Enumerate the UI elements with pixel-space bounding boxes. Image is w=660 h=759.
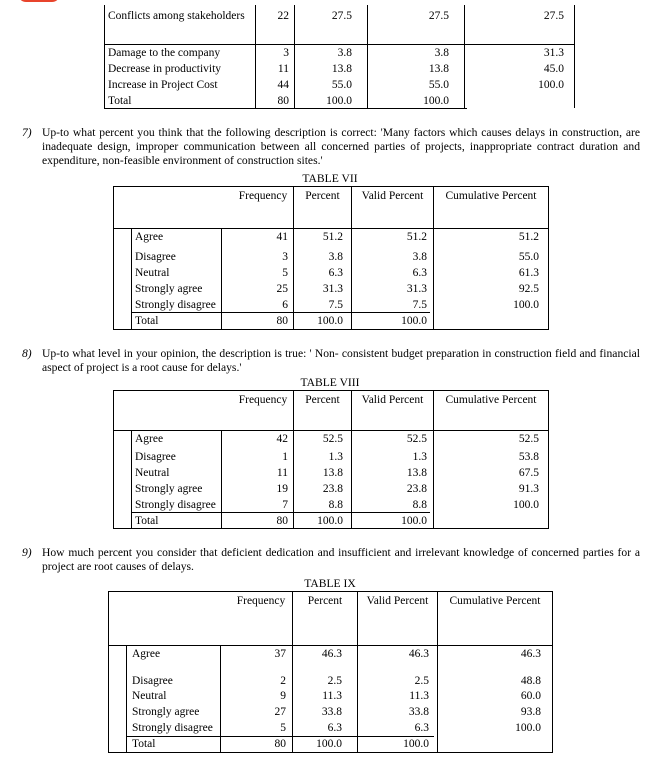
frequency-cell: 22 [277, 10, 289, 22]
table-caption: TABLE IX [304, 577, 356, 590]
table-caption: TABLE VII [302, 172, 358, 185]
grid-line [108, 591, 553, 592]
frequency-cell: 9 [280, 690, 286, 702]
percent-cell: 51.2 [322, 231, 343, 243]
valid-percent-cell: 13.8 [406, 467, 427, 479]
cumulative-percent-cell: 51.2 [518, 231, 539, 243]
question-number: 9) [22, 546, 32, 559]
question-text: Up-to what percent you think that the following description is correct: 'Many factors which causes delays in construction, are inadequate design, improper communication between all concerned parties of projects, inappropriate contract duration and expenditure, non-feasible environment of construction sites.' [42, 126, 640, 167]
cumulative-percent-cell: 31.3 [543, 47, 564, 59]
frequency-cell: 1 [282, 451, 288, 463]
percent-cell: 46.3 [321, 648, 342, 660]
row-label: Total [108, 95, 132, 107]
row-label: Disagree [135, 451, 176, 463]
frequency-cell: 27 [274, 706, 286, 718]
grid-line [131, 430, 132, 528]
row-label: Neutral [132, 690, 167, 702]
valid-percent-cell: 52.5 [406, 433, 427, 445]
grid-line [548, 186, 549, 329]
frequency-cell: 2 [280, 675, 286, 687]
percent-cell: 6.3 [327, 722, 342, 734]
row-label: Neutral [135, 467, 170, 479]
percent-cell: 31.3 [322, 283, 343, 295]
grid-line [113, 390, 549, 391]
frequency-cell: 80 [276, 515, 288, 527]
grid-line [113, 329, 549, 330]
percent-cell: 2.5 [327, 675, 342, 687]
grid-line [548, 390, 549, 528]
row-label: Disagree [135, 251, 176, 263]
percent-cell: 11.3 [322, 690, 342, 702]
question-text: Up-to what level in your opinion, the description is true: ' Non- consistent budget preparation in construction field and financial aspect of project is a root cause for delays.' [42, 347, 640, 374]
cumulative-percent-cell: 55.0 [518, 251, 539, 263]
cumulative-percent-cell: 61.3 [518, 267, 539, 279]
frequency-cell: 6 [282, 299, 288, 311]
frequency-cell: 37 [274, 648, 286, 660]
valid-percent-cell: 100.0 [401, 315, 427, 327]
cumulative-percent-cell: 92.5 [518, 283, 539, 295]
percent-cell: 100.0 [317, 515, 343, 527]
grid-line [131, 312, 430, 313]
valid-percent-cell: 27.5 [428, 10, 449, 22]
percent-cell: 55.0 [331, 79, 352, 91]
percent-cell: 52.5 [322, 433, 343, 445]
cumulative-percent-cell: 100.0 [515, 722, 541, 734]
valid-percent-cell: 31.3 [406, 283, 427, 295]
frequency-cell: 3 [282, 251, 288, 263]
grid-line [104, 108, 467, 109]
frequency-cell: 42 [276, 433, 288, 445]
valid-percent-cell: 100.0 [403, 738, 429, 750]
percent-cell: 100.0 [326, 95, 352, 107]
valid-percent-cell: 100.0 [423, 95, 449, 107]
grid-line [113, 528, 549, 529]
row-label: Total [135, 515, 159, 527]
header-valid-percent: Valid Percent [361, 190, 424, 202]
valid-percent-cell: 51.2 [406, 231, 427, 243]
cumulative-percent-cell: 27.5 [543, 10, 564, 22]
header-frequency: Frequency [238, 394, 288, 406]
grid-line [126, 645, 127, 752]
header-cumulative-percent: Cumulative Percent [445, 394, 537, 406]
valid-percent-cell: 6.3 [412, 267, 427, 279]
valid-percent-cell: 33.8 [408, 706, 429, 718]
percent-cell: 23.8 [322, 483, 343, 495]
row-label: Agree [132, 648, 161, 660]
header-percent: Percent [305, 394, 340, 406]
row-label: Strongly agree [135, 483, 203, 495]
header-percent: Percent [307, 595, 343, 607]
cumulative-percent-cell: 45.0 [543, 63, 564, 75]
cumulative-percent-cell: 100.0 [513, 499, 539, 511]
grid-line [113, 186, 114, 329]
question-number: 8) [22, 347, 32, 360]
valid-percent-cell: 3.8 [434, 47, 449, 59]
grid-line [108, 645, 553, 646]
header-frequency: Frequency [238, 190, 288, 202]
row-label: Strongly disagree [135, 499, 216, 511]
header-cumulative-percent: Cumulative Percent [445, 190, 537, 202]
valid-percent-cell: 55.0 [428, 79, 449, 91]
header-cumulative-percent: Cumulative Percent [449, 595, 541, 607]
row-label: Agree [135, 433, 164, 445]
valid-percent-cell: 46.3 [408, 648, 429, 660]
percent-cell: 3.8 [328, 251, 343, 263]
row-label: Conflicts among stakeholders [108, 10, 245, 22]
row-label: Total [132, 738, 156, 750]
frequency-cell: 80 [277, 95, 289, 107]
percent-cell: 100.0 [316, 738, 342, 750]
header-frequency: Frequency [236, 595, 286, 607]
row-label: Damage to the company [108, 47, 221, 59]
grid-line [113, 186, 549, 187]
frequency-cell: 11 [277, 63, 289, 75]
header-percent: Percent [305, 190, 340, 202]
valid-percent-cell: 8.8 [412, 499, 427, 511]
grid-line [113, 228, 549, 229]
row-label: Neutral [135, 267, 170, 279]
frequency-cell: 80 [274, 738, 286, 750]
row-label: Decrease in productivity [108, 63, 222, 75]
frequency-cell: 41 [276, 231, 288, 243]
frequency-cell: 80 [276, 315, 288, 327]
cumulative-percent-cell: 93.8 [520, 706, 541, 718]
cumulative-percent-cell: 60.0 [520, 690, 541, 702]
row-label: Disagree [132, 675, 173, 687]
frequency-cell: 25 [276, 283, 288, 295]
valid-percent-cell: 1.3 [412, 451, 427, 463]
header-valid-percent: Valid Percent [361, 394, 424, 406]
valid-percent-cell: 11.3 [409, 690, 429, 702]
cumulative-percent-cell: 100.0 [513, 299, 539, 311]
question-number: 7) [22, 126, 32, 139]
header-valid-percent: Valid Percent [366, 595, 429, 607]
frequency-cell: 44 [277, 79, 289, 91]
grid-line [113, 390, 114, 528]
row-label: Agree [135, 231, 164, 243]
frequency-cell: 5 [282, 267, 288, 279]
grid-line [104, 44, 574, 45]
frequency-cell: 11 [276, 467, 288, 479]
valid-percent-cell: 6.3 [414, 722, 429, 734]
frequency-cell: 5 [280, 722, 286, 734]
cumulative-percent-cell: 91.3 [518, 483, 539, 495]
row-label: Total [135, 315, 159, 327]
percent-cell: 7.5 [328, 299, 343, 311]
grid-line [131, 512, 430, 513]
header-logo-fragment [18, 0, 60, 2]
cumulative-percent-cell: 46.3 [520, 648, 541, 660]
percent-cell: 33.8 [321, 706, 342, 718]
cumulative-percent-cell: 67.5 [518, 467, 539, 479]
frequency-cell: 19 [276, 483, 288, 495]
percent-cell: 8.8 [328, 499, 343, 511]
percent-cell: 100.0 [317, 315, 343, 327]
grid-line [108, 591, 109, 752]
table-caption: TABLE VIII [300, 376, 360, 389]
valid-percent-cell: 2.5 [414, 675, 429, 687]
valid-percent-cell: 23.8 [406, 483, 427, 495]
cumulative-percent-cell: 48.8 [520, 675, 541, 687]
valid-percent-cell: 13.8 [428, 63, 449, 75]
percent-cell: 3.8 [337, 47, 352, 59]
percent-cell: 1.3 [328, 451, 343, 463]
row-label: Increase in Project Cost [108, 79, 218, 91]
percent-cell: 6.3 [328, 267, 343, 279]
row-label: Strongly agree [132, 706, 200, 718]
cumulative-percent-cell: 53.8 [518, 451, 539, 463]
grid-line [108, 752, 553, 753]
grid-line [131, 228, 132, 329]
grid-line [552, 591, 553, 752]
row-label: Strongly agree [135, 283, 203, 295]
cumulative-percent-cell: 100.0 [538, 79, 564, 91]
cumulative-percent-cell: 52.5 [518, 433, 539, 445]
percent-cell: 27.5 [331, 10, 352, 22]
percent-cell: 13.8 [331, 63, 352, 75]
row-label: Strongly disagree [132, 722, 213, 734]
frequency-cell: 7 [282, 499, 288, 511]
frequency-cell: 3 [283, 47, 289, 59]
row-label: Strongly disagree [135, 299, 216, 311]
valid-percent-cell: 3.8 [412, 251, 427, 263]
question-text: How much percent you consider that deficient dedication and insufficient and irrelevant knowledge of concerned parties for a project are root causes of delays. [42, 546, 640, 573]
valid-percent-cell: 100.0 [401, 515, 427, 527]
valid-percent-cell: 7.5 [412, 299, 427, 311]
grid-line [104, 5, 105, 108]
grid-line [113, 430, 549, 431]
grid-line [574, 5, 575, 108]
percent-cell: 13.8 [322, 467, 343, 479]
